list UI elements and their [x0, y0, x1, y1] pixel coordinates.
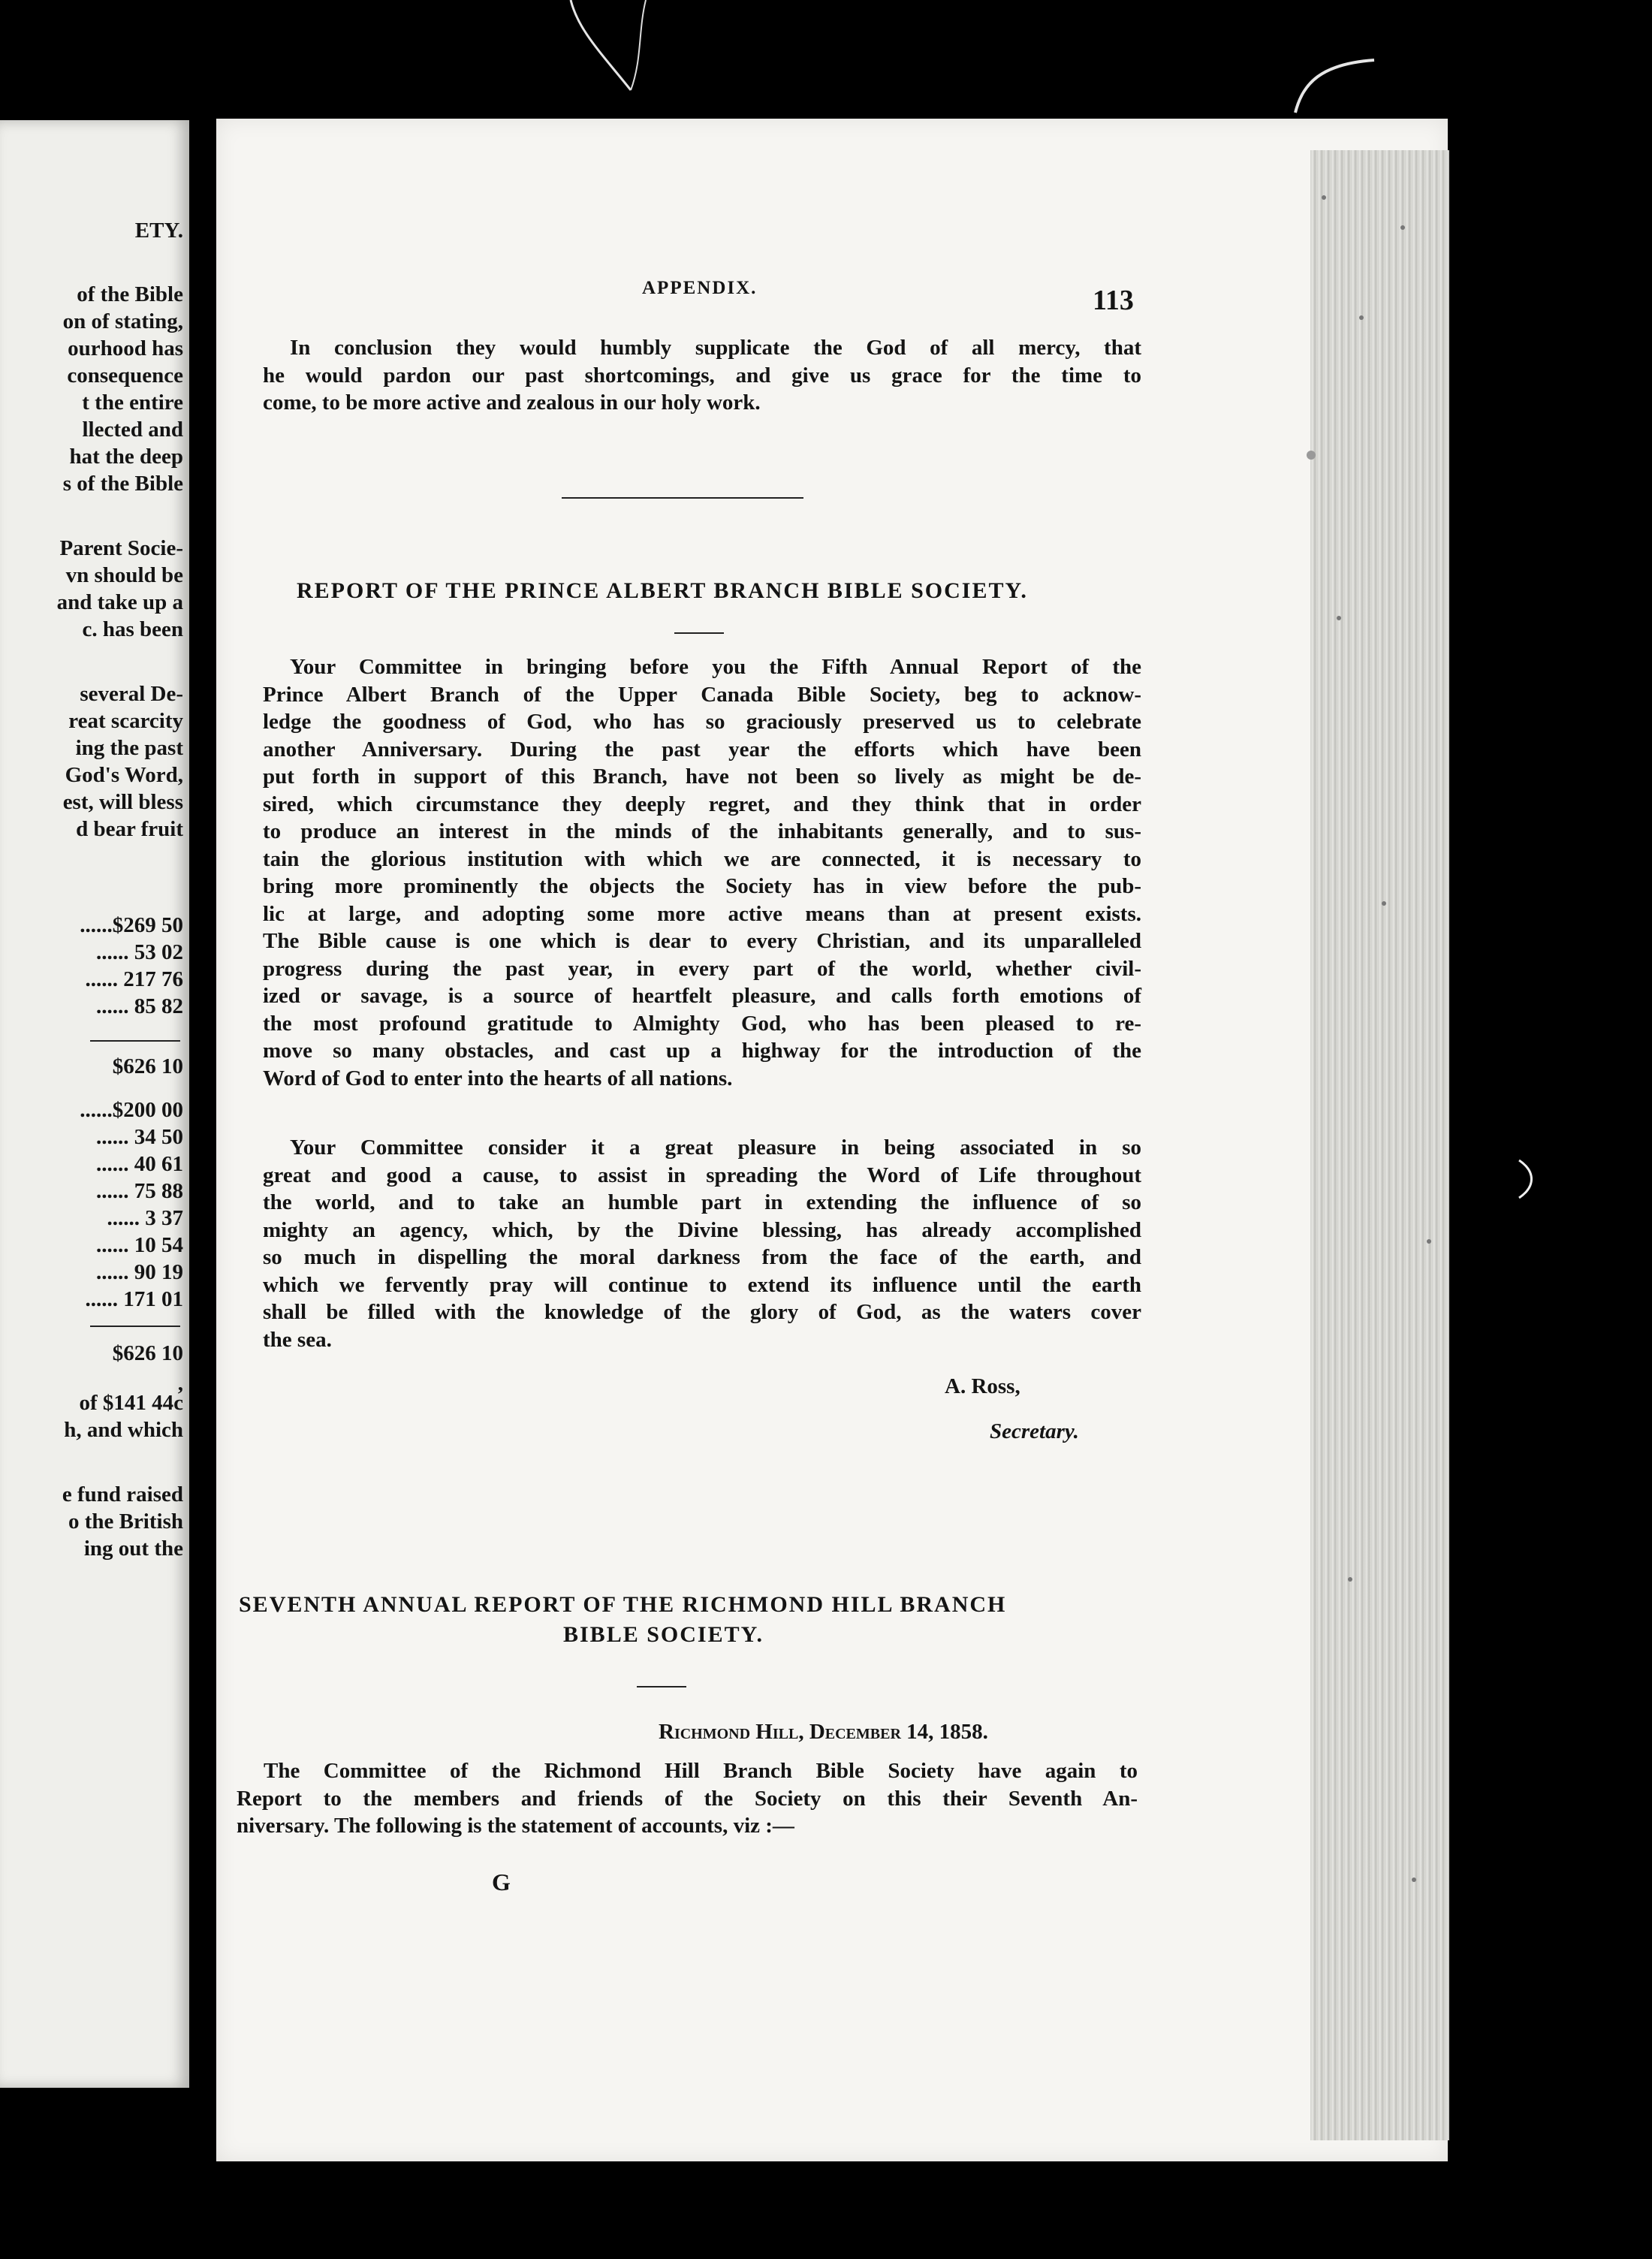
- left-page-line: o the British: [68, 1510, 183, 1534]
- left-page-line: God's Word,: [65, 763, 183, 787]
- left-page-line: ...... 53 02: [96, 940, 183, 964]
- left-page-line: of the Bible: [77, 282, 183, 306]
- left-page-line: ...... 75 88: [96, 1179, 183, 1203]
- text-line: ledge the goodness of God, who has so graciously preserved us to celebrate: [263, 710, 1141, 734]
- signature-mark: G: [492, 1868, 511, 1896]
- speck: [1427, 1239, 1431, 1244]
- text-line: niversary. The following is the statement of accounts, viz :—: [237, 1814, 794, 1838]
- left-page-line: $626 10: [112, 1341, 183, 1365]
- section2-heading-line2: BIBLE SOCIETY.: [563, 1622, 764, 1647]
- text-line: the most profound gratitude to Almighty God, who has been pleased to re-: [263, 1011, 1141, 1036]
- left-page-line: on of stating,: [62, 309, 183, 333]
- speck: [1382, 901, 1386, 906]
- left-page-line: d bear fruit: [76, 817, 183, 841]
- text-line: which we fervently pray will continue to extend its influence until the earth: [263, 1272, 1141, 1297]
- signature-name: A. Ross,: [945, 1374, 1020, 1398]
- text-line: the sea.: [263, 1327, 332, 1352]
- speck: [1322, 195, 1326, 200]
- text-line: tain the glorious institution with which we are connected, it is necessary to: [263, 846, 1141, 871]
- left-page-line: ourhood has: [68, 336, 183, 360]
- text-line: Your Committee in bringing before you the Fifth Annual Report of the: [290, 655, 1141, 679]
- left-page-line: e fund raised: [62, 1482, 183, 1507]
- left-page-line: of $141 44c: [79, 1391, 183, 1415]
- left-page-line: ...... 217 76: [85, 967, 183, 991]
- text-line: shall be filled with the knowledge of the glory of God, as the waters cover: [263, 1300, 1141, 1324]
- left-page-line: $626 10: [112, 1054, 183, 1078]
- text-line: put forth in support of this Branch, have not been so lively as might be de-: [263, 765, 1141, 789]
- signature-title: Secretary.: [990, 1419, 1079, 1443]
- left-page-line: c. has been: [82, 617, 183, 641]
- bracket-mark: [1513, 1157, 1543, 1202]
- text-line: another Anniversary. During the past year the efforts which have been: [263, 737, 1141, 762]
- section-divider: [562, 497, 803, 499]
- left-page-line: s of the Bible: [62, 472, 183, 496]
- thread-mark: [1292, 53, 1382, 120]
- left-page-line: consequence: [67, 363, 183, 388]
- running-head: APPENDIX.: [642, 278, 758, 298]
- left-page: [0, 120, 189, 2088]
- thread-mark: [556, 0, 706, 98]
- text-line: In conclusion they would humbly supplicate the God of all mercy, that: [290, 336, 1141, 360]
- text-line: Word of God to enter into the hearts of all nations.: [263, 1066, 733, 1090]
- text-line: mighty an agency, which, by the Divine blessing, has already accomplished: [263, 1217, 1141, 1242]
- text-line: the world, and to take an humble part in extending the influence of so: [263, 1190, 1141, 1214]
- text-line: Your Committee consider it a great pleasure in being associated in so: [290, 1136, 1141, 1160]
- left-page-line: vn should be: [65, 563, 183, 587]
- speck: [1400, 225, 1405, 230]
- heading-rule: [637, 1686, 686, 1687]
- left-page-line: ...... 34 50: [96, 1125, 183, 1149]
- left-page-line: ,: [177, 1371, 183, 1395]
- text-line: progress during the past year, in every part of the world, whether civil-: [263, 956, 1141, 981]
- left-page-line: h, and which: [64, 1418, 183, 1442]
- text-line: Prince Albert Branch of the Upper Canada Bible Society, beg to acknow-: [263, 682, 1141, 707]
- section1-paragraph2: [263, 1134, 1141, 1353]
- left-page-line: llected and: [82, 418, 183, 442]
- text-line: so much in dispelling the moral darkness from the face of the earth, and: [263, 1245, 1141, 1269]
- text-line: great and good a cause, to assist in spreading the Word of Life throughout: [263, 1163, 1141, 1187]
- left-page-line: ...... 85 82: [96, 994, 183, 1018]
- page-number: 113: [1093, 285, 1134, 316]
- left-page-line: hat the deep: [69, 445, 183, 469]
- intro-paragraph: [263, 334, 1141, 417]
- left-page-line: reat scarcity: [68, 709, 183, 733]
- left-page-line: Parent Socie-: [59, 536, 183, 560]
- left-page-line: ...... 90 19: [96, 1260, 183, 1284]
- section-heading: REPORT OF THE PRINCE ALBERT BRANCH BIBLE SOCIETY.: [297, 578, 1028, 603]
- heading-rule: [674, 632, 724, 634]
- left-page-line: several De-: [80, 682, 183, 706]
- speck: [1348, 1577, 1352, 1582]
- text-line: he would pardon our past shortcomings, and give us grace for the time to: [263, 363, 1141, 388]
- text-line: Report to the members and friends of the Society on this their Seventh An-: [237, 1786, 1138, 1811]
- left-page-line: ...... 40 61: [96, 1152, 183, 1176]
- left-page-line: ing out the: [83, 1537, 183, 1561]
- left-page-line: ......$269 50: [80, 913, 183, 937]
- speck: [1307, 451, 1316, 460]
- left-page-line: and take up a: [56, 590, 183, 614]
- text-line: The Bible cause is one which is dear to every Christian, and its unparalleled: [263, 929, 1141, 953]
- sum-rule: [90, 1040, 180, 1042]
- left-page-line: est, will bless: [62, 790, 183, 814]
- speck: [1337, 616, 1341, 620]
- speck: [1359, 315, 1364, 320]
- left-page-line: ETY.: [134, 219, 183, 243]
- text-line: lic at large, and adopting some more active means than at present exists.: [263, 901, 1141, 926]
- text-line: bring more prominently the objects the Society has in view before the pub-: [263, 874, 1141, 898]
- section2-heading-line1: SEVENTH ANNUAL REPORT OF THE RICHMOND HILL BRANCH: [239, 1592, 1007, 1617]
- text-line: to produce an interest in the minds of the inhabitants generally, and to sus-: [263, 819, 1141, 843]
- text-line: come, to be more active and zealous in our holy work.: [263, 391, 761, 415]
- left-page-line: ing the past: [75, 736, 183, 760]
- text-line: move so many obstacles, and cast up a highway for the introduction of the: [263, 1039, 1141, 1063]
- left-page-line: ...... 3 37: [107, 1206, 183, 1230]
- text-line: sired, which circumstance they deeply regret, and they think that in order: [263, 792, 1141, 816]
- left-page-line: t the entire: [82, 391, 183, 415]
- left-page-line: ......$200 00: [80, 1098, 183, 1122]
- left-page-line: ...... 171 01: [85, 1287, 183, 1311]
- section2-paragraph: [237, 1757, 1138, 1840]
- left-page-line: ...... 10 54: [96, 1233, 183, 1257]
- text-line: The Committee of the Richmond Hill Branch Bible Society have again to: [264, 1759, 1138, 1783]
- text-line: ized or savage, is a source of heartfelt pleasure, and calls forth emotions of: [263, 984, 1141, 1008]
- speck: [1412, 1877, 1416, 1882]
- section1-paragraph1: [263, 653, 1141, 1092]
- dateline: Richmond Hill, December 14, 1858.: [659, 1720, 988, 1744]
- sum-rule: [90, 1326, 180, 1327]
- page-edge: [1310, 150, 1449, 2140]
